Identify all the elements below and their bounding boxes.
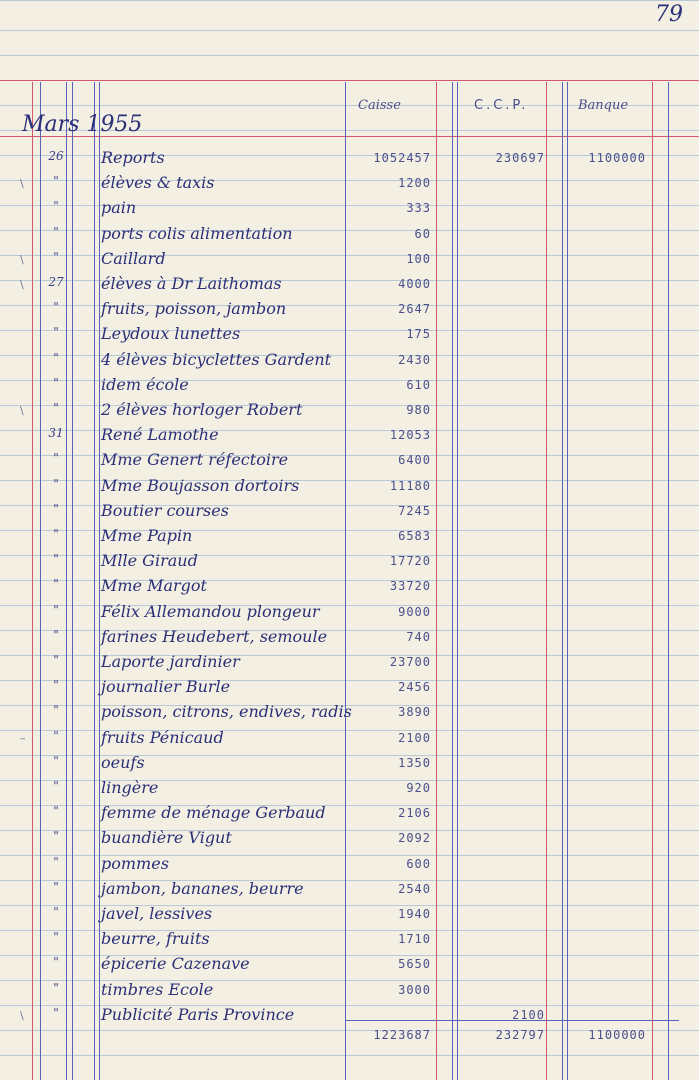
row-description: lingère bbox=[101, 778, 159, 797]
totals-row bbox=[0, 1026, 699, 1048]
row-caisse-amount: 175 bbox=[406, 327, 431, 342]
header-caisse: Caisse bbox=[358, 98, 401, 113]
row-tick-mark: \ bbox=[20, 252, 24, 266]
ledger-row bbox=[0, 348, 699, 373]
row-caisse-amount: 1200 bbox=[398, 176, 431, 191]
ledger-row bbox=[0, 978, 699, 1003]
row-description: élèves à Dr Laithomas bbox=[101, 274, 282, 293]
ledger-row bbox=[0, 826, 699, 851]
row-description: jambon, bananes, beurre bbox=[101, 878, 304, 898]
row-description: Boutier courses bbox=[101, 500, 229, 520]
row-description: fruits, poisson, jambon bbox=[101, 299, 287, 319]
header-ccp: C.C.P. bbox=[474, 98, 529, 113]
row-description: René Lamothe bbox=[101, 425, 219, 445]
row-day: " bbox=[53, 1005, 59, 1020]
ledger-row bbox=[0, 322, 699, 347]
row-description: fruits Pénicaud bbox=[101, 727, 224, 747]
ledger-row bbox=[0, 549, 699, 574]
row-caisse-amount: 980 bbox=[406, 403, 431, 417]
row-caisse-amount: 12053 bbox=[389, 428, 431, 443]
row-description: femme de ménage Gerbaud bbox=[101, 803, 326, 823]
row-day: " bbox=[53, 602, 59, 617]
row-day: " bbox=[53, 375, 59, 390]
row-description: Mme Boujasson dortoirs bbox=[101, 475, 300, 495]
row-description: buandière Vigut bbox=[101, 828, 232, 848]
row-ccp-amount: 230697 bbox=[495, 151, 545, 165]
row-caisse-amount: 17720 bbox=[389, 554, 431, 569]
row-day: " bbox=[53, 224, 59, 239]
row-day: " bbox=[53, 249, 59, 264]
row-caisse-amount: 6583 bbox=[398, 529, 431, 543]
row-caisse-amount: 100 bbox=[406, 251, 431, 266]
row-day: " bbox=[53, 779, 59, 793]
row-description: Publicité Paris Province bbox=[101, 1004, 295, 1024]
row-description: oeufs bbox=[101, 752, 145, 772]
row-caisse-amount: 2092 bbox=[398, 831, 431, 846]
row-day: " bbox=[53, 728, 59, 743]
row-day: " bbox=[53, 350, 59, 365]
ledger-row bbox=[0, 952, 699, 977]
row-day: " bbox=[53, 930, 59, 945]
row-description: beurre, fruits bbox=[101, 929, 210, 949]
row-caisse-amount: 2647 bbox=[398, 302, 431, 317]
row-caisse-amount: 2456 bbox=[398, 680, 431, 695]
row-tick-mark: \ bbox=[20, 404, 24, 417]
row-description: Laporte jardinier bbox=[101, 652, 240, 671]
row-caisse-amount: 610 bbox=[406, 377, 431, 392]
row-description: Mme Papin bbox=[101, 526, 193, 545]
header-banque: Banque bbox=[578, 98, 629, 113]
row-day: " bbox=[53, 476, 59, 491]
row-description: poisson, citrons, endives, radis bbox=[101, 702, 352, 722]
row-day: " bbox=[53, 753, 59, 768]
ledger-row bbox=[0, 877, 699, 902]
row-description: pain bbox=[101, 198, 137, 218]
row-description: épicerie Cazenave bbox=[101, 954, 250, 974]
row-caisse-amount: 2106 bbox=[398, 806, 431, 821]
row-ccp-amount: 2100 bbox=[512, 1007, 545, 1022]
total-ccp: 232797 bbox=[495, 1028, 545, 1042]
row-day: " bbox=[53, 577, 59, 592]
ledger-row bbox=[0, 247, 699, 272]
row-caisse-amount: 1710 bbox=[398, 932, 431, 947]
row-description: javel, lessives bbox=[101, 904, 213, 923]
ledger-row bbox=[0, 726, 699, 751]
ledger-row bbox=[0, 474, 699, 499]
ledger-row bbox=[0, 574, 699, 599]
row-caisse-amount: 1052457 bbox=[373, 151, 431, 165]
row-day: " bbox=[53, 627, 59, 642]
row-description: Mme Margot bbox=[101, 576, 207, 596]
row-day: " bbox=[53, 905, 59, 919]
ledger-row bbox=[0, 297, 699, 322]
top-red-rule bbox=[0, 80, 699, 81]
row-day: 31 bbox=[48, 426, 64, 441]
row-description: élèves & taxis bbox=[101, 173, 215, 193]
row-day: " bbox=[53, 325, 59, 340]
row-caisse-amount: 4000 bbox=[398, 277, 431, 291]
row-description: pommes bbox=[101, 853, 169, 873]
ledger-row bbox=[0, 196, 699, 221]
row-day: " bbox=[53, 678, 59, 693]
row-caisse-amount: 11180 bbox=[389, 478, 431, 493]
row-description: timbres Ecole bbox=[101, 979, 214, 999]
ledger-row bbox=[0, 171, 699, 196]
row-description: 2 élèves horloger Robert bbox=[101, 400, 303, 419]
row-caisse-amount: 2540 bbox=[398, 881, 431, 896]
ledger-row bbox=[0, 751, 699, 776]
row-day: " bbox=[53, 955, 59, 970]
total-caisse: 1223687 bbox=[373, 1028, 431, 1042]
row-day: " bbox=[53, 501, 59, 516]
row-caisse-amount: 600 bbox=[406, 856, 431, 871]
row-description: Mme Genert réfectoire bbox=[101, 450, 289, 470]
row-caisse-amount: 6400 bbox=[398, 453, 431, 468]
ledger-row bbox=[0, 801, 699, 826]
row-description: Caillard bbox=[101, 248, 166, 268]
row-day: " bbox=[53, 703, 59, 718]
row-caisse-amount: 5650 bbox=[398, 957, 431, 972]
row-caisse-amount: 9000 bbox=[398, 604, 431, 619]
ledger-row bbox=[0, 398, 699, 423]
row-caisse-amount: 920 bbox=[406, 781, 431, 795]
row-day: " bbox=[53, 527, 59, 541]
row-day: " bbox=[53, 804, 59, 819]
row-caisse-amount: 3000 bbox=[398, 982, 431, 997]
row-tick-mark: \ bbox=[20, 177, 24, 191]
row-description: idem école bbox=[101, 374, 189, 394]
row-description: 4 élèves bicyclettes Gardent bbox=[101, 349, 332, 369]
row-day: " bbox=[53, 980, 59, 995]
row-tick-mark: \ bbox=[20, 1008, 24, 1022]
row-caisse-amount: 23700 bbox=[389, 655, 431, 669]
total-banque: 1100000 bbox=[588, 1028, 646, 1042]
row-description: Reports bbox=[101, 148, 165, 167]
ledger-row bbox=[0, 675, 699, 700]
row-description: journalier Burle bbox=[101, 677, 231, 697]
ledger-row bbox=[0, 373, 699, 398]
ledger-row bbox=[0, 650, 699, 675]
ledger-row bbox=[0, 625, 699, 650]
row-description: Félix Allemandou plongeur bbox=[101, 601, 320, 621]
ledger-row bbox=[0, 600, 699, 625]
ledger-row bbox=[0, 700, 699, 725]
row-day: " bbox=[53, 300, 59, 315]
row-day: 27 bbox=[48, 275, 64, 289]
row-day: " bbox=[53, 199, 59, 214]
ledger-row bbox=[0, 902, 699, 927]
row-caisse-amount: 60 bbox=[414, 226, 431, 241]
ledger-row bbox=[0, 272, 699, 297]
row-caisse-amount: 333 bbox=[406, 201, 431, 216]
page-number: 79 bbox=[655, 2, 683, 27]
ledger-row bbox=[0, 499, 699, 524]
ledger-row bbox=[0, 927, 699, 952]
row-caisse-amount: 33720 bbox=[389, 579, 431, 594]
month-heading: Mars 1955 bbox=[22, 112, 143, 137]
row-caisse-amount: 740 bbox=[406, 629, 431, 644]
ledger-row bbox=[0, 524, 699, 549]
row-caisse-amount: 3890 bbox=[398, 705, 431, 720]
row-description: Mlle Giraud bbox=[101, 551, 198, 571]
row-day: 26 bbox=[48, 149, 64, 163]
row-tick-mark: – bbox=[20, 731, 26, 745]
ledger-row bbox=[0, 423, 699, 448]
row-day: " bbox=[53, 451, 59, 466]
ledger-row bbox=[0, 776, 699, 801]
row-description: Leydoux lunettes bbox=[101, 324, 241, 344]
row-day: " bbox=[53, 653, 59, 667]
row-caisse-amount: 2100 bbox=[398, 730, 431, 745]
ledger-row bbox=[0, 448, 699, 473]
row-tick-mark: \ bbox=[20, 278, 24, 291]
row-caisse-amount: 1350 bbox=[398, 755, 431, 770]
row-day: " bbox=[53, 552, 59, 567]
row-caisse-amount: 1940 bbox=[398, 907, 431, 921]
row-day: " bbox=[53, 854, 59, 869]
row-caisse-amount: 7245 bbox=[398, 503, 431, 518]
row-description: ports colis alimentation bbox=[101, 223, 293, 243]
ledger-row bbox=[0, 222, 699, 247]
ledger-row bbox=[0, 1003, 699, 1028]
ledger-row bbox=[0, 146, 699, 171]
ledger-row bbox=[0, 852, 699, 877]
row-banque-amount: 1100000 bbox=[588, 151, 646, 165]
row-caisse-amount: 2430 bbox=[398, 352, 431, 367]
row-description: farines Heudebert, semoule bbox=[101, 626, 328, 646]
row-day: " bbox=[53, 829, 59, 844]
row-day: " bbox=[53, 879, 59, 894]
row-day: " bbox=[53, 174, 59, 189]
row-day: " bbox=[53, 401, 59, 415]
